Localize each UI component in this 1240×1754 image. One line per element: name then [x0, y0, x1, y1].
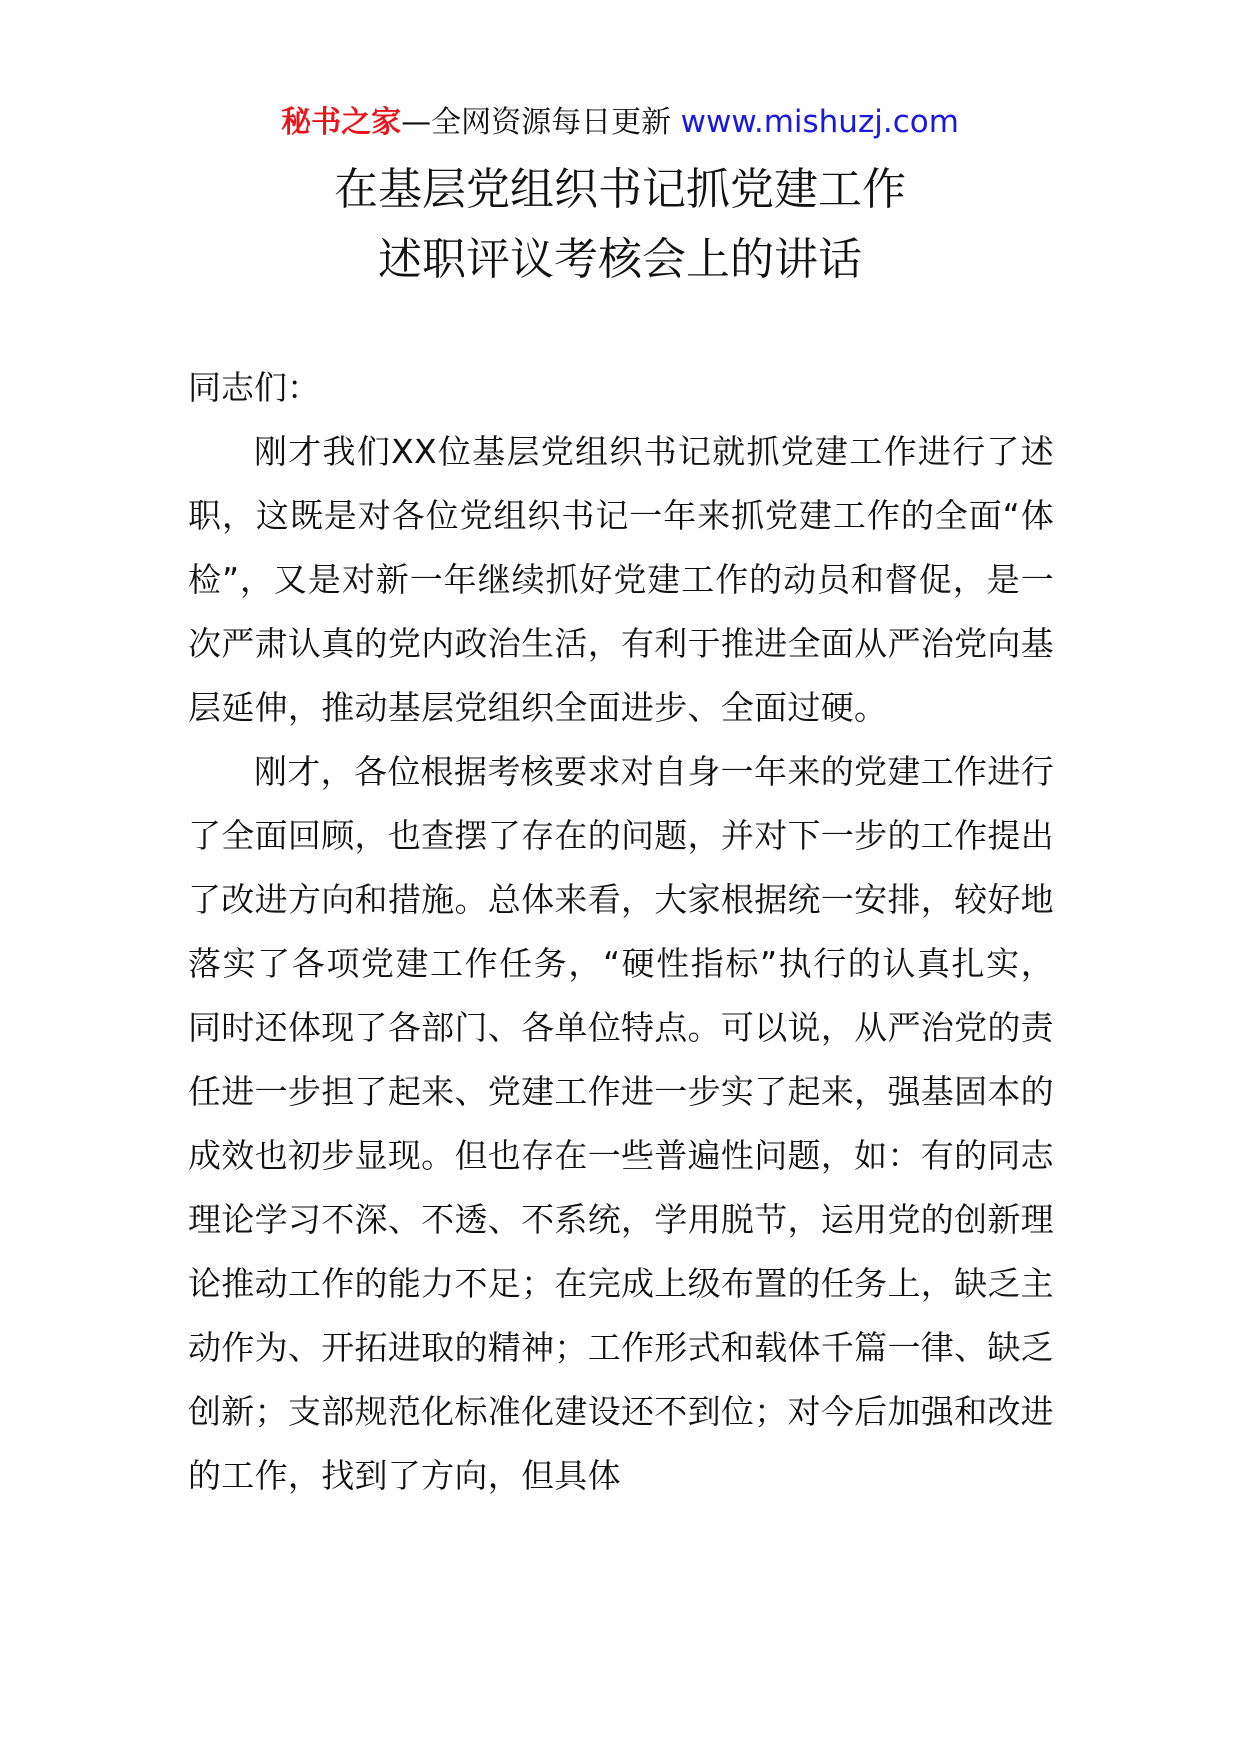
document-title-line-2: 述职评议考核会上的讲话: [378, 234, 862, 285]
site-header: [0, 100, 1240, 145]
body-paragraph-1: 刚才我们XX位基层党组织书记就抓党建工作进行了述职，这既是对各位党组织书记一年来抓党建工作的全面“体检”，又是对新一年继续抓好党建工作的动员和督促，是一次严肃认真的党内政治生活，有利于推进全面从严治党向基层延伸，推动基层党组织全面进步、全面过硬。: [188, 432, 1054, 727]
site-url-link[interactable]: www.mishuzj.com: [680, 104, 959, 140]
document-title-line-1: 在基层党组织书记抓党建工作: [334, 164, 906, 215]
brand-name: 秘书之家: [281, 105, 402, 140]
document-body: [188, 356, 1054, 1508]
salutation: 同志们：: [188, 368, 320, 407]
header-tagline: —全网资源每日更新: [401, 105, 681, 140]
body-paragraph-2: 刚才，各位根据考核要求对自身一年来的党建工作进行了全面回顾，也查摆了存在的问题，并对下一步的工作提出了改进方向和措施。总体来看，大家根据统一安排，较好地落实了各项党建工作任务，“硬性指标”执行的认真扎实，同时还体现了各部门、各单位特点。可以说，从严治党的责任进一步担了起来、党建工作进一步实了起来，强基固本的成效也初步显现。但也存在一些普遍性问题，如：有的同志理论学习不深、不透、不系统，学用脱节，运用党的创新理论推动工作的能力不足；在完成上级布置的任务上，缺乏主动作为、开拓进取的精神；工作形式和载体千篇一律、缺乏创新；支部规范化标准化建设还不到位；对今后加强和改进的工作，找到了方向，但具体: [188, 752, 1054, 1495]
